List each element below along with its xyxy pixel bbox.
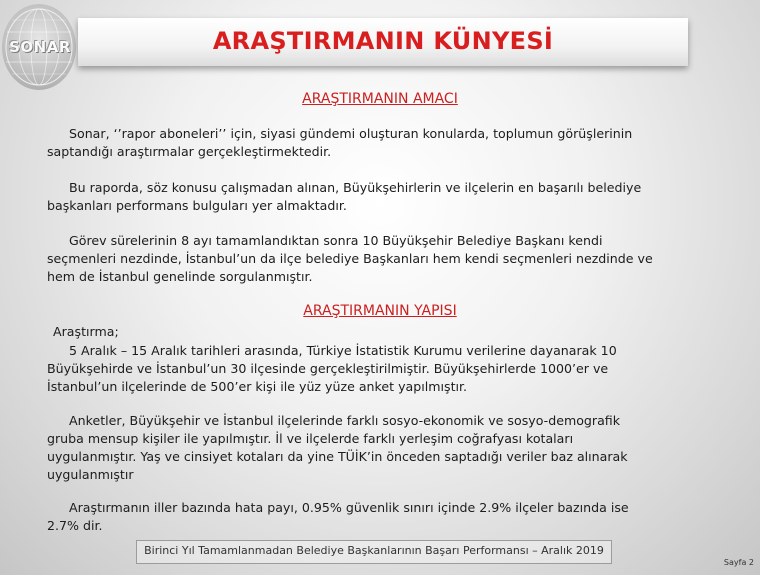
section-heading-yapi: ARAŞTIRMANIN YAPISI <box>303 303 457 319</box>
text-line: uygulanmıştır <box>47 467 134 482</box>
text-line: Sonar, ‘’rapor aboneleri’’ için, siyasi gündemi oluşturan konularda, toplumun görüşlerinin <box>69 126 633 141</box>
title-banner <box>78 18 688 66</box>
text-line: 2.7% dir. <box>47 518 103 533</box>
text-line: Büyükşehirde ve İstanbul’un 30 ilçesinde gerçekleştirilmiştir. Büyükşehirlerde 1000’er ve <box>47 361 609 376</box>
text-line: 5 Aralık – 15 Aralık tarihleri arasında, Türkiye İstatistik Kurumu verilerine dayanarak 10 <box>69 343 617 358</box>
text-line: Araştırmanın iller bazında hata payı, 0.95% güvenlik sınırı içinde 2.9% ilçeler bazında ise <box>69 500 629 515</box>
text-line: Anketler, Büyükşehir ve İstanbul ilçelerinde farklı sosyo-ekonomik ve sosyo-demografik <box>69 413 621 428</box>
paragraph-yapi-2 <box>47 412 707 484</box>
text-line: Araştırma; <box>53 324 119 339</box>
text-line: Görev sürelerinin 8 ayı tamamlandıktan sonra 10 Büyükşehir Belediye Başkanı kendi <box>69 233 603 248</box>
text-line: uygulanmıştır. Yaş ve cinsiyet kotaları da yine TÜİK’in önceden saptadığı veriler baz alınarak <box>47 449 628 464</box>
paragraph-yapi-intro <box>47 323 707 341</box>
text-line: seçmenleri nezdinde, İstanbul’un da ilçe belediye Başkanları hem kendi seçmenleri nezdinde ve <box>47 251 653 266</box>
paragraph-yapi-3 <box>47 499 707 535</box>
text-line: İstanbul’un ilçelerinde de 500’er kişi ile yüz yüze anket yapılmıştır. <box>47 379 468 394</box>
page-number: Sayfa 2 <box>723 558 754 567</box>
text-line: gruba mensup kişiler ile yapılmıştır. İl ve ilçelerde farklı yerleşim coğrafyası kotaları <box>47 431 574 446</box>
paragraph-amac-2 <box>47 179 707 215</box>
text-line: Bu raporda, söz konusu çalışmadan alınan, Büyükşehirlerin ve ilçelerin en başarılı belediye <box>69 180 642 195</box>
text-line: başkanları performans bulguları yer almaktadır. <box>47 198 347 213</box>
logo-wordmark: SONAR <box>9 38 71 56</box>
page-title: ARAŞTIRMANIN KÜNYESİ <box>212 27 554 55</box>
sonar-logo <box>2 4 76 90</box>
footer-caption-box <box>136 540 612 564</box>
paragraph-amac-3 <box>47 232 707 286</box>
section-heading-amac: ARAŞTIRMANIN AMACI <box>302 91 458 107</box>
text-line: hem de İstanbul genelinde sorgulanmıştır. <box>47 269 313 284</box>
paragraph-amac-1 <box>47 125 707 161</box>
text-line: saptandığı araştırmalar gerçekleştirmektedir. <box>47 144 332 159</box>
footer-caption: Birinci Yıl Tamamlanmadan Belediye Başkanlarının Başarı Performansı – Aralık 2019 <box>144 544 604 557</box>
paragraph-yapi-1 <box>47 342 707 396</box>
